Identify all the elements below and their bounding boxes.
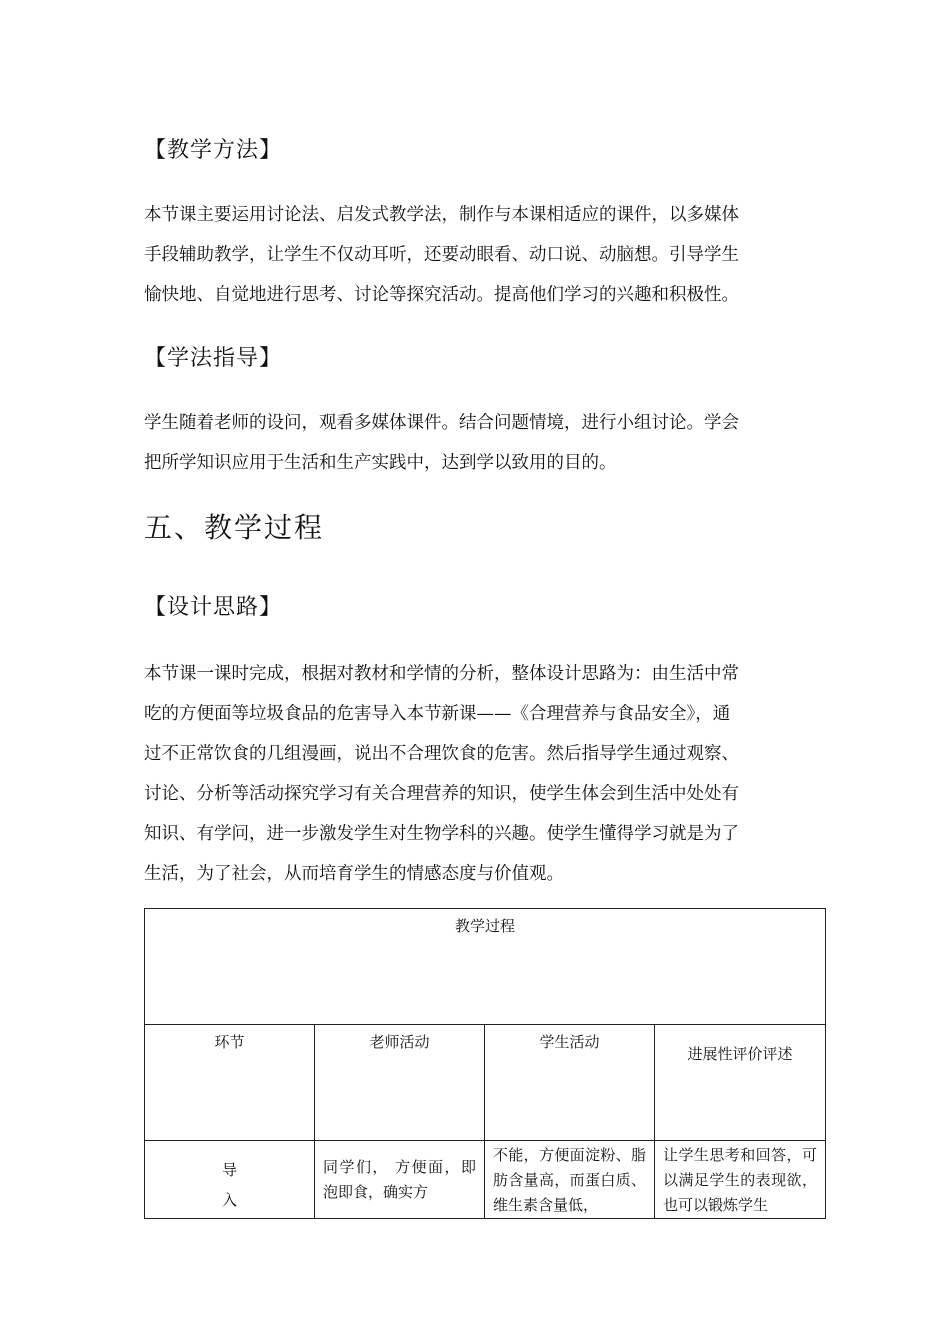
paragraph-line: 生活，为了社会，从而培育学生的情感态度与价值观。 — [144, 864, 564, 884]
paragraph-line: 把所学知识应用于生活和生产实践中，达到学以致用的目的。 — [144, 453, 617, 473]
header-cell-student — [485, 1025, 655, 1141]
header-cell-teacher — [315, 1025, 485, 1141]
paragraph-line: 本节课一课时完成，根据对教材和学情的分析，整体设计思路为：由生活中常 — [144, 664, 739, 684]
header-cell-evaluation — [655, 1025, 826, 1141]
table-header-row — [145, 1025, 826, 1141]
paragraph-line: 手段辅助教学，让学生不仅动耳听，还要动眼看、动口说、动脑想。引导学生 — [144, 245, 739, 265]
header-label: 学生活动 — [539, 1033, 600, 1051]
paragraph-line: 本节课主要运用讨论法、启发式教学法，制作与本课相适应的课件，以多媒体 — [144, 205, 739, 225]
table-row — [145, 1141, 826, 1219]
header-label: 进展性评价评述 — [687, 1045, 793, 1063]
table-title-row — [145, 909, 826, 1025]
design-idea-heading: 【设计思路】 — [144, 595, 283, 620]
teaching-method-heading: 【教学方法】 — [144, 138, 283, 163]
stage-cell — [145, 1141, 315, 1219]
teacher-activity-text: 同学们， 方便面，即泡即食，确实方 — [323, 1158, 476, 1201]
student-activity-cell — [485, 1141, 655, 1219]
table-title-cell — [145, 909, 826, 1025]
header-label: 环节 — [214, 1033, 245, 1051]
paragraph-line: 吃的方便面等垃圾食品的危害导入本节新课——《合理营养与食品安全》，通 — [144, 704, 731, 724]
student-activity-text: 不能，方便面淀粉、脂肪含量高，而蛋白质、维生素含量低， — [493, 1146, 646, 1214]
design-idea-paragraph — [144, 654, 804, 894]
teacher-activity-cell — [315, 1141, 485, 1219]
teaching-method-paragraph — [144, 195, 804, 315]
stage-char: 导 — [221, 1161, 237, 1179]
section-heading: 五、教学过程 — [144, 511, 325, 544]
table-title: 教学过程 — [455, 917, 516, 935]
evaluation-text: 让学生思考和回答，可以满足学生的表现欲，也可以锻炼学生 — [663, 1146, 818, 1214]
learning-guide-heading: 【学法指导】 — [144, 346, 283, 371]
teaching-process-table — [144, 908, 826, 1219]
paragraph-line: 知识、有学问，进一步激发学生对生物学科的兴趣。使学生懂得学习就是为了 — [144, 824, 739, 844]
evaluation-cell — [655, 1141, 826, 1219]
paragraph-line: 学生随着老师的设问，观看多媒体课件。结合问题情境，进行小组讨论。学会 — [144, 413, 739, 433]
paragraph-line: 过不正常饮食的几组漫画，说出不合理饮食的危害。然后指导学生通过观察、 — [144, 744, 739, 764]
stage-char: 入 — [221, 1191, 237, 1209]
header-cell-stage — [145, 1025, 315, 1141]
header-label: 老师活动 — [369, 1033, 430, 1051]
paragraph-line: 愉快地、自觉地进行思考、讨论等探究活动。提高他们学习的兴趣和积极性。 — [144, 285, 739, 305]
paragraph-line: 讨论、分析等活动探究学习有关合理营养的知识，使学生体会到生活中处处有 — [144, 784, 739, 804]
learning-guide-paragraph — [144, 403, 804, 483]
